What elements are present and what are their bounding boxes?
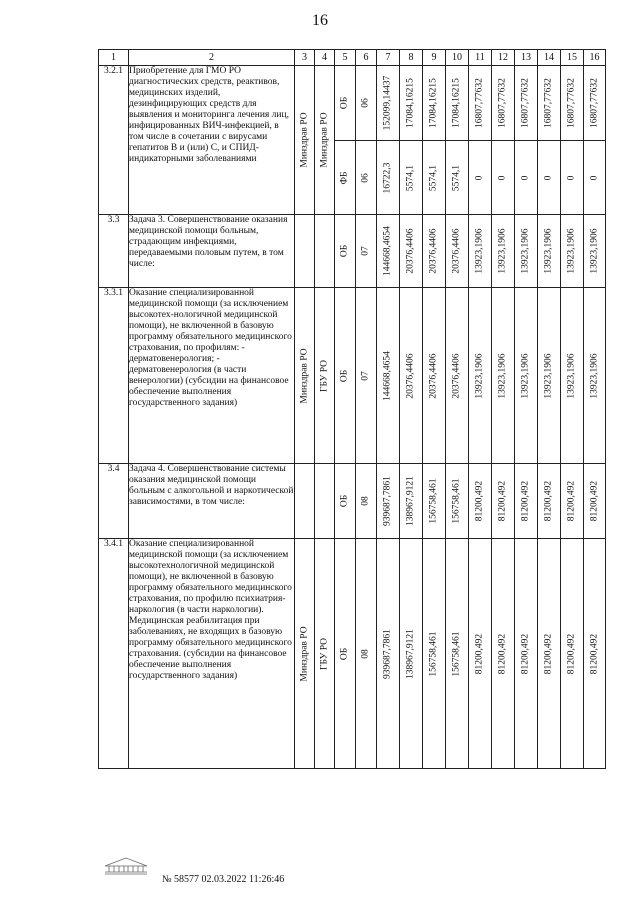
col-header: 7 bbox=[377, 50, 400, 66]
value-cell: 81200,492 bbox=[520, 633, 531, 674]
row-number: 3.4.1 bbox=[99, 539, 129, 769]
code: 06 bbox=[360, 98, 371, 108]
col-header: 1 bbox=[99, 50, 129, 66]
value-cell: 13923,1906 bbox=[589, 228, 599, 274]
value-cell: 13923,1906 bbox=[474, 228, 485, 274]
row-number: 3.3 bbox=[99, 215, 129, 288]
col-header: 4 bbox=[315, 50, 335, 66]
value-cell: 138967,9121 bbox=[405, 628, 416, 679]
col-header: 5 bbox=[335, 50, 356, 66]
value-cell: 5574,1 bbox=[451, 164, 462, 191]
code: 06 bbox=[360, 172, 371, 183]
row-number: 3.4 bbox=[99, 464, 129, 539]
value-cell: 16807,77632 bbox=[566, 78, 577, 128]
value-cell: 13923,1906 bbox=[589, 352, 599, 399]
page-number: 16 bbox=[312, 12, 328, 29]
col-header: 13 bbox=[515, 50, 538, 66]
col-header: 2 bbox=[129, 50, 295, 66]
value-cell: 16807,77632 bbox=[474, 78, 485, 128]
value-cell: 0 bbox=[543, 175, 554, 180]
row-number: 3.2.1 bbox=[99, 66, 129, 215]
col-header: 8 bbox=[400, 50, 423, 66]
value-cell: 0 bbox=[474, 175, 485, 180]
col-header: 16 bbox=[584, 50, 606, 66]
responsible-executor: Минздрав РО bbox=[299, 625, 309, 682]
value-cell: 13923,1906 bbox=[474, 352, 485, 399]
value-cell: 156758,461 bbox=[451, 630, 462, 677]
funding-source: ОБ bbox=[339, 494, 350, 508]
value-cell: 13923,1906 bbox=[566, 228, 577, 274]
funding-source: ОБ bbox=[339, 244, 350, 258]
value-cell: 81200,492 bbox=[543, 480, 554, 522]
value-cell: 20376,4406 bbox=[451, 228, 462, 274]
value-cell: 81200,492 bbox=[589, 480, 599, 522]
value-cell: 20376,4406 bbox=[451, 352, 462, 399]
value-cell: 939687,7861 bbox=[382, 628, 393, 679]
col-header: 11 bbox=[469, 50, 492, 66]
funding-source: ФБ bbox=[339, 171, 350, 184]
document-registration-text: № 58577 02.03.2022 11:26:46 bbox=[162, 874, 285, 885]
value-cell: 81200,492 bbox=[566, 633, 577, 674]
funding-source: ОБ bbox=[339, 369, 350, 382]
co-executor: ГБУ РО bbox=[319, 359, 329, 392]
value-cell: 81200,492 bbox=[497, 480, 508, 522]
responsible-executor: Минздрав РО bbox=[299, 347, 309, 404]
value-cell: 152099,14437 bbox=[382, 75, 393, 131]
value-cell: 17084,16215 bbox=[428, 78, 439, 128]
co-executor: ГБУ РО bbox=[319, 637, 329, 670]
col-header: 10 bbox=[446, 50, 469, 66]
header-row bbox=[99, 50, 606, 66]
value-cell: 0 bbox=[589, 175, 599, 180]
value-cell: 13923,1906 bbox=[497, 352, 508, 399]
value-cell: 81200,492 bbox=[474, 480, 485, 522]
value-cell: 16807,77632 bbox=[589, 78, 599, 128]
value-cell: 144668,4654 bbox=[382, 350, 393, 401]
budget-table bbox=[98, 49, 606, 769]
table-row bbox=[99, 539, 606, 769]
value-cell: 0 bbox=[520, 175, 531, 180]
value-cell: 20376,4406 bbox=[428, 352, 439, 399]
table-row bbox=[99, 215, 606, 288]
col-header: 9 bbox=[423, 50, 446, 66]
value-cell: 16722,3 bbox=[382, 162, 393, 193]
value-cell: 81200,492 bbox=[589, 633, 599, 674]
government-stamp bbox=[103, 854, 149, 876]
value-cell: 17084,16215 bbox=[405, 78, 416, 128]
code: 07 bbox=[360, 246, 371, 256]
value-cell: 156758,461 bbox=[428, 478, 439, 524]
government-building-icon bbox=[103, 854, 149, 876]
row-description: Задача 4. Совершенствование системы оказания медицинской помощи больным с алкогольной и наркотической зависимостями, в том числе: bbox=[129, 464, 295, 539]
value-cell: 5574,1 bbox=[428, 164, 439, 191]
value-cell: 81200,492 bbox=[520, 480, 531, 522]
value-cell: 20376,4406 bbox=[405, 228, 416, 274]
col-header: 15 bbox=[561, 50, 584, 66]
value-cell: 17084,16215 bbox=[451, 78, 462, 128]
value-cell: 138967,9121 bbox=[405, 476, 416, 526]
table-row bbox=[99, 288, 606, 464]
value-cell: 13923,1906 bbox=[520, 228, 531, 274]
table-row bbox=[99, 464, 606, 539]
value-cell: 5574,1 bbox=[405, 164, 416, 191]
value-cell: 20376,4406 bbox=[405, 352, 416, 399]
value-cell: 13923,1906 bbox=[566, 352, 577, 399]
responsible-executor: Минздрав РО bbox=[299, 112, 309, 168]
funding-source: ОБ bbox=[339, 96, 350, 110]
col-header: 12 bbox=[492, 50, 515, 66]
value-cell: 13923,1906 bbox=[543, 228, 554, 274]
value-cell: 144668,4654 bbox=[382, 226, 393, 276]
row-description: Приобретение для ГМО РО диагностических средств, реактивов, медицинских изделий, дезинфицирующих средств для выявления и мониторинга лечения лиц, инфицированных ВИЧ-инфекцией, в том числе в сочетании с вирусами гепатитов В и (или) С, и СПИД-индикаторными заболеваниями bbox=[129, 66, 295, 215]
value-cell: 81200,492 bbox=[566, 480, 577, 522]
code: 08 bbox=[360, 496, 371, 506]
col-header: 14 bbox=[538, 50, 561, 66]
value-cell: 20376,4406 bbox=[428, 228, 439, 274]
value-cell: 16807,77632 bbox=[520, 78, 531, 128]
table-row bbox=[99, 66, 606, 141]
row-description: Оказание специализированной медицинской помощи (за исключением высокотех-нологичной медицинской помощи), не включенной в базовую программу обязательного медицинского страхования, по профилям: - дерматовенерология; - дерматовенерология (в части венерологии) (субсидии на финансовое обеспечение выполнения государственного задания) bbox=[129, 288, 295, 464]
col-header: 6 bbox=[356, 50, 377, 66]
funding-source: ОБ bbox=[339, 647, 350, 660]
row-description: Оказание специализированной медицинской помощи (за исключением высокотехнологичной медицинской помощи), не включенной в базовую программу обязательного медицинского страхования, по профилю психиатрия-наркология (в части наркологии). Медицинская реабилитация при заболеваниях, не входящих в базовую программу обязательного медицинского страхования. (субсидии на финансовое обеспечение выполнения государственного задания) bbox=[129, 539, 295, 769]
value-cell: 81200,492 bbox=[497, 633, 508, 674]
value-cell: 13923,1906 bbox=[520, 352, 531, 399]
value-cell: 16807,77632 bbox=[497, 78, 508, 128]
value-cell: 13923,1906 bbox=[497, 228, 508, 274]
co-executor: Минздрав РО bbox=[319, 112, 329, 168]
value-cell: 0 bbox=[566, 175, 577, 180]
code: 07 bbox=[360, 370, 371, 381]
code: 08 bbox=[360, 648, 371, 659]
value-cell: 13923,1906 bbox=[543, 352, 554, 399]
value-cell: 939687,7861 bbox=[382, 476, 393, 526]
value-cell: 16807,77632 bbox=[543, 78, 554, 128]
value-cell: 81200,492 bbox=[474, 633, 485, 674]
row-number: 3.3.1 bbox=[99, 288, 129, 464]
value-cell: 156758,461 bbox=[451, 478, 462, 524]
row-description: Задача 3. Совершенствование оказания медицинской помощи больным, страдающим инфекциями, передаваемыми половым путем, в том числе: bbox=[129, 215, 295, 288]
value-cell: 0 bbox=[497, 175, 508, 180]
value-cell: 156758,461 bbox=[428, 630, 439, 677]
col-header: 3 bbox=[295, 50, 315, 66]
value-cell: 81200,492 bbox=[543, 633, 554, 674]
